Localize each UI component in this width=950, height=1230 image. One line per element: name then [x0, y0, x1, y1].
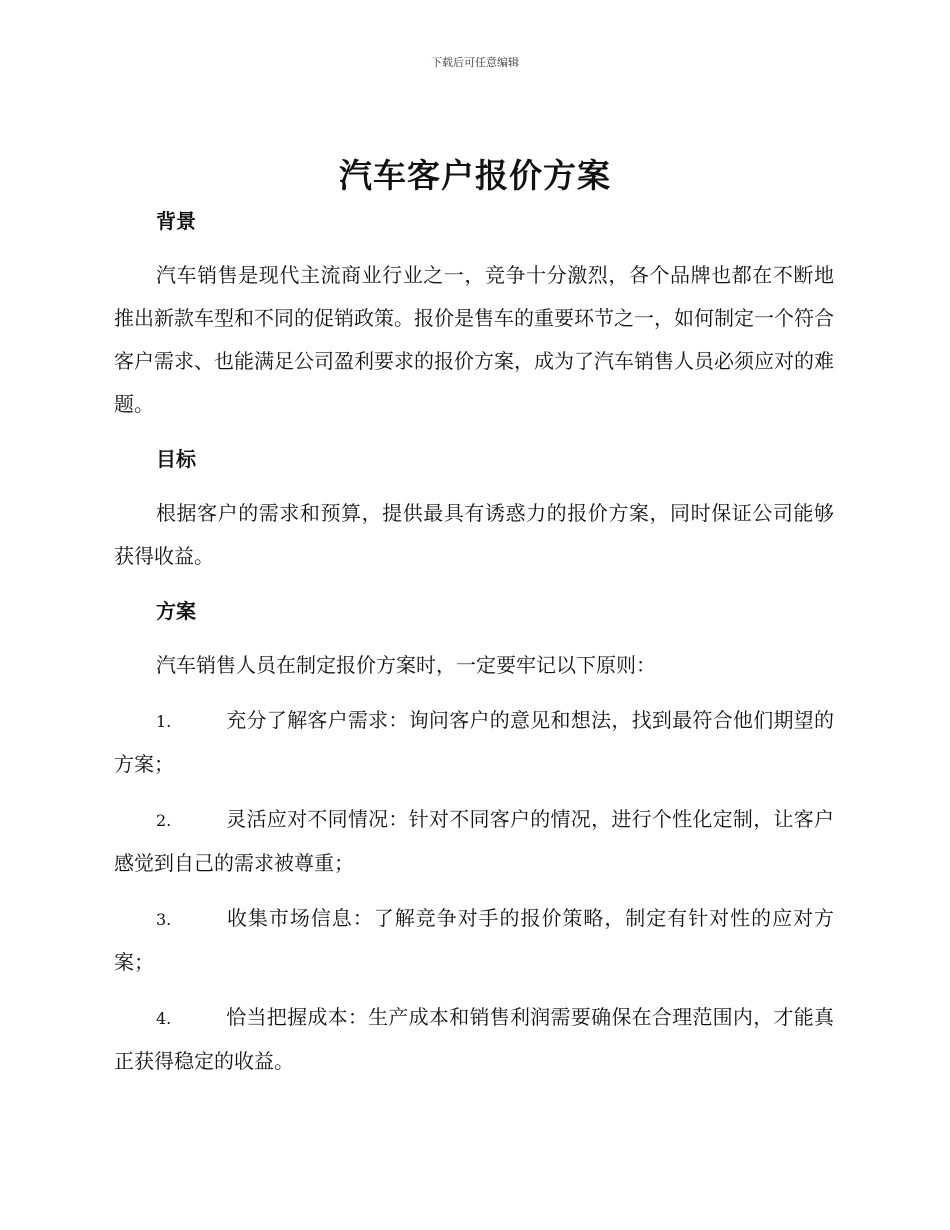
list-item-text: 收集市场信息：了解竞争对手的报价策略，制定有针对性的应对方案； [114, 906, 834, 974]
document-body [114, 200, 834, 1083]
background-paragraph: 汽车销售是现代主流商业行业之一，竞争十分激烈，各个品牌也都在不断地推出新款车型和不同的促销政策。报价是售车的重要环节之一，如何制定一个符合客户需求、也能满足公司盈利要求的报价方案，成为了汽车销售人员必须应对的难题。 [114, 263, 834, 416]
list-item-number: 2. [156, 811, 172, 830]
document-title: 汽车客户报价方案 [339, 156, 611, 195]
list-item-number: 3. [156, 910, 172, 929]
goal-paragraph: 根据客户的需求和预算，提供最具有诱惑力的报价方案，同时保证公司能够获得收益。 [114, 501, 834, 568]
list-item-number: 1. [156, 712, 172, 731]
section-heading-plan: 方案 [156, 599, 196, 623]
list-item-text: 充分了解客户需求：询问客户的意见和想法，找到最符合他们期望的方案； [114, 708, 834, 776]
list-item-number: 4. [156, 1009, 172, 1028]
list-item [114, 996, 834, 1083]
section-heading-goal: 目标 [156, 447, 196, 471]
list-item [114, 798, 834, 885]
list-item-text: 灵活应对不同情况：针对不同客户的情况，进行个性化定制，让客户感觉到自己的需求被尊重； [114, 807, 834, 875]
section-heading-background: 背景 [156, 209, 196, 233]
list-item-text: 恰当把握成本：生产成本和销售利润需要确保在合理范围内，才能真正获得稳定的收益。 [114, 1005, 834, 1073]
list-item [114, 897, 834, 984]
header-note: 下载后可任意编辑 [431, 56, 519, 69]
list-item [114, 699, 834, 786]
plan-intro-paragraph: 汽车销售人员在制定报价方案时，一定要牢记以下原则： [156, 653, 656, 677]
